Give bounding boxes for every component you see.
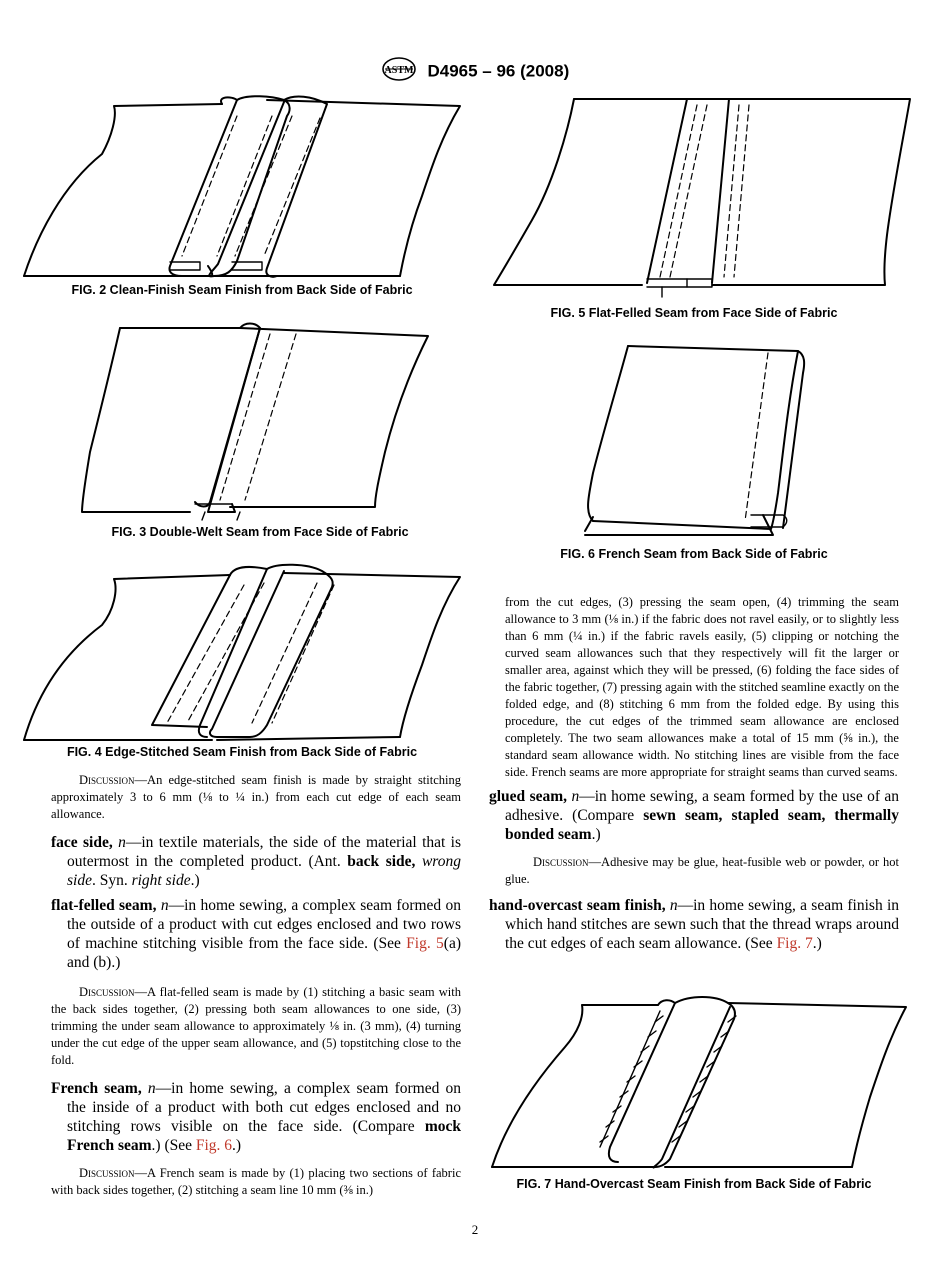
document-designation: D4965 – 96 (2008): [427, 61, 570, 81]
figure-5-caption: FIG. 5 Flat-Felled Seam from Face Side of Fabric: [550, 306, 838, 320]
figure-7-caption: FIG. 7 Hand-Overcast Seam Finish from Back Side of Fabric: [516, 1177, 872, 1191]
figure-6-caption: FIG. 6 French Seam from Back Side of Fabric: [560, 547, 828, 561]
figure-4-caption: FIG. 4 Edge-Stitched Seam Finish from Back Side of Fabric: [66, 745, 418, 759]
figure-7-drawing: [490, 997, 908, 1172]
figure-3-caption: FIG. 3 Double-Welt Seam from Face Side of Fabric: [111, 525, 409, 539]
entry-face-side: face side, n—in textile materials, the side of the material that is outermost in the completed product. (Ant. back side, wrong side. Syn. right side.): [51, 834, 461, 889]
figure-5-drawing: [492, 95, 912, 300]
entry-flat-felled-seam: flat-felled seam, n—in home sewing, a complex seam formed on the outside of a product with cut edges enclosed and two rows of machine stitching visible from the face side. (See Fig. 5(a) and (b).): [51, 897, 461, 971]
link-fig-6[interactable]: Fig. 6: [195, 1137, 233, 1154]
page-number: 2: [471, 1222, 479, 1237]
page-header: [0, 56, 950, 87]
entry-french-seam: French seam, n—in home sewing, a complex seam formed on the inside of a product with both cut edges enclosed and no stitching rows visible on the face side. (Compare mock French seam.) (See Fig. 6.): [51, 1080, 462, 1154]
right-column-text: [489, 594, 900, 953]
discussion-edge-stitched: Discussion—An edge-stitched seam finish is made by straight stitching approximately 3 to 6 mm (⅛ to ¼ in.) from each cut edge of each seam allowance.: [51, 773, 461, 821]
discussion-flat-felled: Discussion—A flat-felled seam is made by (1) stitching a basic seam with the back sides together, (2) pressing both seam allowances to one side, (3) trimming the under seam allowance to approximately ⅛ in. (3 mm), (4) turning under the cut edge of the upper seam allowance, and (5) topstitching close to the fold.: [51, 985, 461, 1067]
astm-logo-text: ASTM: [384, 65, 414, 76]
astm-logo: [381, 56, 417, 87]
link-fig-7[interactable]: Fig. 7: [776, 935, 813, 952]
discussion-glued-seam: Discussion—Adhesive may be glue, heat-fusible web or powder, or hot glue.: [505, 855, 899, 886]
entry-glued-seam: glued seam, n—in home sewing, a seam formed by the use of an adhesive. (Compare sewn seam, stapled seam, thermally bonded seam.): [489, 788, 900, 843]
link-fig-5[interactable]: Fig. 5: [406, 935, 444, 952]
figure-3-drawing: [80, 322, 430, 522]
entry-hand-overcast-seam-finish: hand-overcast seam finish, n—in home sewing, a seam finish in which hand stitches are sewn such that the thread wraps around the cut edges of each seam allowance. (See Fig. 7.): [489, 897, 900, 952]
left-column-text: [51, 772, 461, 1199]
figure-2-caption: FIG. 2 Clean-Finish Seam Finish from Back Side of Fabric: [71, 283, 413, 297]
figure-4-drawing: [22, 565, 462, 743]
discussion-french-seam-continued: from the cut edges, (3) pressing the seam open, (4) trimming the seam allowance to 3 mm (⅛ in.) if the fabric does not ravel easily, or to slightly less than 6 mm (¼ in.) if the fabric ravels easily, (5) clipping or notching the curved seam allowances such that they respectively will fit the larger or smaller area, against which they will be pressed, (6) folding the face sides of the fabric together, (7) pressing again with the stitched seamline exactly on the folded edge, and (8) stitching 6 mm from the folded edge. By using this procedure, the cut edges of the trimmed seam allowance are enclosed completely. The two seam allowances make a total of 15 mm (⅝ in.), the standard seam allowance width. No stitching lines are visible from the face side. French seams are more appropriate for straight seams than curved seams.: [505, 595, 899, 779]
figure-6-drawing: [583, 343, 798, 539]
discussion-french-seam: Discussion—A French seam is made by (1) placing two sections of fabric with back sides together, (2) stitching a seam line 10 mm (⅜ in.): [51, 1166, 461, 1197]
figure-2-drawing: [22, 96, 462, 281]
